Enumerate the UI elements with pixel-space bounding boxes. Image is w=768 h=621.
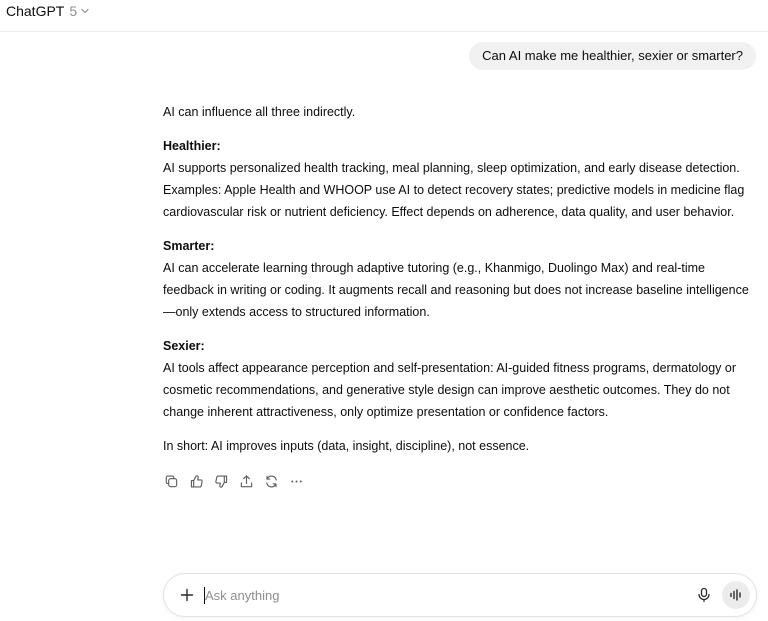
thumbs-up-icon xyxy=(189,474,204,489)
regenerate-button[interactable] xyxy=(263,473,279,489)
section-line: AI can accelerate learning through adaptive tutoring (e.g., Khanmigo, Duolingo Max) and real-time xyxy=(163,261,705,275)
section-line: change inherent attractiveness, only optimize presentation or confidence factors. xyxy=(163,405,609,419)
section-healthier xyxy=(163,135,763,223)
section-line: —only extends access to structured information. xyxy=(163,305,430,319)
section-line: feedback in writing or coding. It augments recall and reasoning but does not increase baseline intelligence xyxy=(163,283,749,297)
assistant-intro: AI can influence all three indirectly. xyxy=(163,105,356,119)
section-heading: Healthier: xyxy=(163,139,221,153)
model-version: 5 xyxy=(69,3,78,19)
more-actions-button[interactable] xyxy=(288,473,304,489)
waveform-icon xyxy=(729,588,743,602)
share-icon xyxy=(239,474,254,489)
top-bar xyxy=(0,0,768,32)
prompt-input[interactable] xyxy=(205,582,685,608)
section-heading: Smarter: xyxy=(163,239,215,253)
chevron-down-icon xyxy=(80,6,90,16)
section-line: cardiovascular risk or nutrient deficiency. Effect depends on adherence, data quality, and user behavior. xyxy=(163,205,735,219)
model-switcher[interactable] xyxy=(6,3,90,19)
message-actions xyxy=(163,473,313,489)
microphone-icon[interactable] xyxy=(695,586,713,604)
section-line: Examples: Apple Health and WHOOP use AI to detect recovery states; predictive models in medicine flag xyxy=(163,183,745,197)
bad-response-button[interactable] xyxy=(213,473,229,489)
section-line: AI supports personalized health tracking, meal planning, sleep optimization, and early disease detection. xyxy=(163,161,740,175)
model-name: ChatGPT xyxy=(6,3,65,19)
section-smarter xyxy=(163,235,763,323)
share-button[interactable] xyxy=(238,473,254,489)
section-line: AI tools affect appearance perception and self-presentation: AI-guided fitness programs, dermatology or xyxy=(163,361,737,375)
voice-mode-button[interactable] xyxy=(722,581,750,609)
thumbs-down-icon xyxy=(214,474,229,489)
composer xyxy=(163,573,757,617)
section-sexier xyxy=(163,335,763,423)
section-line: cosmetic recommendations, and generative style design can improve aesthetic outcomes. They do not xyxy=(163,383,730,397)
good-response-button[interactable] xyxy=(188,473,204,489)
assistant-summary: In short: AI improves inputs (data, insight, discipline), not essence. xyxy=(163,439,530,453)
regenerate-icon xyxy=(264,474,279,489)
copy-button[interactable] xyxy=(163,473,179,489)
copy-icon xyxy=(164,474,179,489)
plus-icon[interactable] xyxy=(178,586,196,604)
assistant-message xyxy=(163,101,763,469)
section-heading: Sexier: xyxy=(163,339,205,353)
more-icon xyxy=(289,474,304,489)
user-message-bubble: Can AI make me healthier, sexier or smarter? xyxy=(469,42,756,70)
